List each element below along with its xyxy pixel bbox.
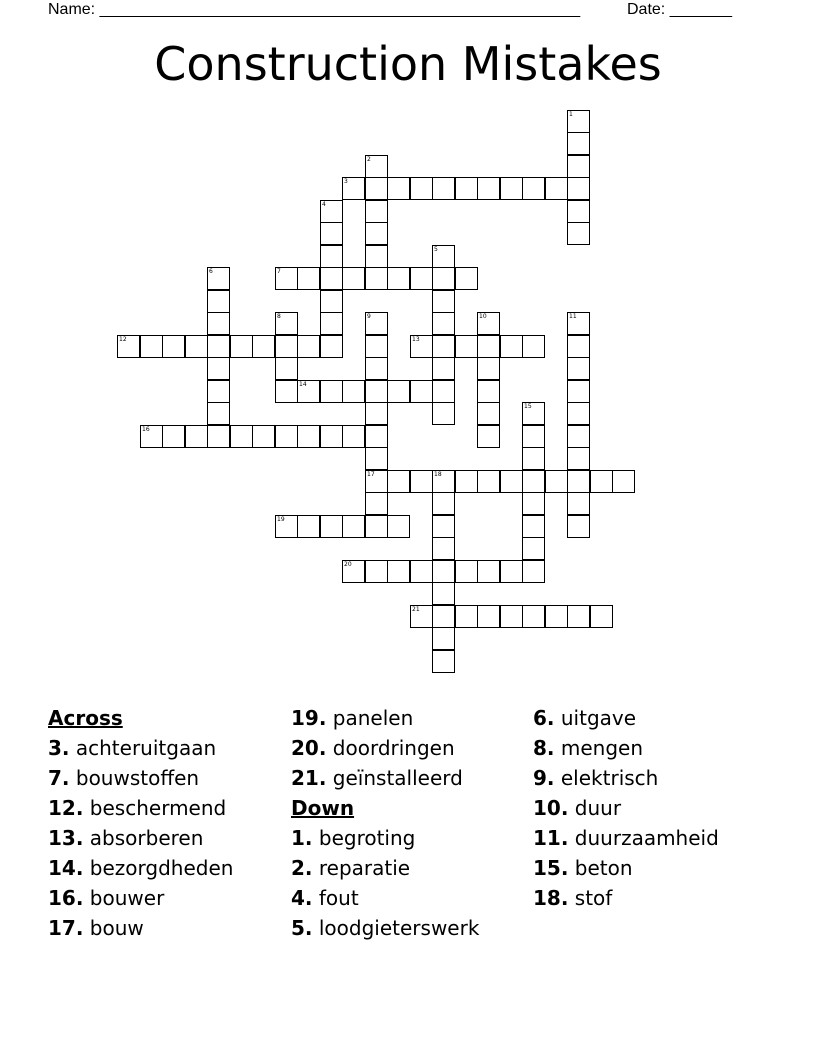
clue-down-4 xyxy=(291,883,479,913)
grid-cell[interactable] xyxy=(365,425,388,448)
clue-number: 20. xyxy=(291,736,327,760)
clue-text: bouwstoffen xyxy=(75,766,200,790)
grid-cell[interactable] xyxy=(477,335,500,358)
grid-cell[interactable] xyxy=(522,470,545,493)
grid-cell[interactable] xyxy=(297,335,320,358)
clue-across-17 xyxy=(48,913,233,943)
clue-across-20 xyxy=(291,733,479,763)
clue-across-16 xyxy=(48,883,233,913)
grid-cell[interactable] xyxy=(162,335,185,358)
clue-down-5 xyxy=(291,913,479,943)
grid-cell[interactable] xyxy=(387,470,410,493)
cell-number: 16 xyxy=(142,426,150,433)
across-heading: Across xyxy=(48,706,123,730)
grid-cell[interactable] xyxy=(567,380,590,403)
grid-cell[interactable] xyxy=(432,267,455,290)
grid-cell[interactable] xyxy=(432,357,455,380)
grid-cell[interactable] xyxy=(365,200,388,223)
grid-cell[interactable] xyxy=(567,110,590,133)
grid-cell[interactable] xyxy=(567,402,590,425)
grid-cell[interactable] xyxy=(567,470,590,493)
grid-cell[interactable] xyxy=(275,380,298,403)
grid-cell[interactable] xyxy=(567,177,590,200)
cell-number: 9 xyxy=(367,313,371,320)
clue-text: bouwer xyxy=(89,886,165,910)
clue-text: achteruitgaan xyxy=(75,736,217,760)
grid-cell[interactable] xyxy=(185,335,208,358)
clue-number: 9. xyxy=(533,766,555,790)
grid-cell[interactable] xyxy=(207,402,230,425)
grid-cell[interactable] xyxy=(455,470,478,493)
clue-number: 3. xyxy=(48,736,70,760)
grid-cell[interactable] xyxy=(297,267,320,290)
grid-cell[interactable] xyxy=(230,425,253,448)
grid-cell[interactable] xyxy=(477,560,500,583)
cell-number: 10 xyxy=(479,313,487,320)
grid-cell[interactable] xyxy=(455,605,478,628)
grid-cell[interactable] xyxy=(477,357,500,380)
grid-cell[interactable] xyxy=(432,177,455,200)
clue-down-2 xyxy=(291,853,479,883)
grid-cell[interactable] xyxy=(432,515,455,538)
grid-cell[interactable] xyxy=(567,492,590,515)
clue-across-21 xyxy=(291,763,479,793)
grid-cell[interactable] xyxy=(207,380,230,403)
grid-cell[interactable] xyxy=(297,515,320,538)
clue-number: 2. xyxy=(291,856,313,880)
clue-number: 14. xyxy=(48,856,84,880)
cell-number: 6 xyxy=(209,268,213,275)
grid-cell[interactable] xyxy=(410,470,433,493)
grid-cell[interactable] xyxy=(365,312,388,335)
date-field-line: Date: _______ xyxy=(627,1,732,18)
cell-number: 11 xyxy=(569,313,577,320)
grid-cell[interactable] xyxy=(342,560,365,583)
grid-cell[interactable] xyxy=(207,335,230,358)
grid-cell[interactable] xyxy=(522,515,545,538)
clue-down-10 xyxy=(533,793,719,823)
cell-number: 1 xyxy=(569,111,573,118)
cell-number: 18 xyxy=(434,471,442,478)
clue-text: beschermend xyxy=(89,796,227,820)
grid-cell[interactable] xyxy=(545,605,568,628)
grid-cell[interactable] xyxy=(342,267,365,290)
grid-cell[interactable] xyxy=(567,155,590,178)
clue-number: 17. xyxy=(48,916,84,940)
cell-number: 4 xyxy=(322,201,326,208)
clue-down-11 xyxy=(533,823,719,853)
grid-cell[interactable] xyxy=(410,267,433,290)
clue-text: panelen xyxy=(332,706,414,730)
grid-cell[interactable] xyxy=(567,335,590,358)
grid-cell[interactable] xyxy=(432,560,455,583)
clue-down-1 xyxy=(291,823,479,853)
grid-cell[interactable] xyxy=(477,425,500,448)
down-heading: Down xyxy=(291,796,355,820)
grid-cell[interactable] xyxy=(432,402,455,425)
grid-cell[interactable] xyxy=(207,312,230,335)
grid-cell[interactable] xyxy=(545,177,568,200)
name-field-line: Name: ______________________________________________________ xyxy=(48,1,581,18)
grid-cell[interactable] xyxy=(387,380,410,403)
grid-cell[interactable] xyxy=(275,335,298,358)
clue-column-2 xyxy=(291,703,479,943)
grid-cell[interactable] xyxy=(477,380,500,403)
clue-across-3 xyxy=(48,733,233,763)
grid-cell[interactable] xyxy=(410,335,433,358)
cell-number: 13 xyxy=(412,336,420,343)
grid-cell[interactable] xyxy=(567,447,590,470)
grid-cell[interactable] xyxy=(567,425,590,448)
clue-number: 19. xyxy=(291,706,327,730)
grid-cell[interactable] xyxy=(387,515,410,538)
grid-cell[interactable] xyxy=(590,470,613,493)
grid-cell[interactable] xyxy=(185,425,208,448)
clue-text: duur xyxy=(574,796,622,820)
cell-number: 12 xyxy=(119,336,127,343)
grid-cell[interactable] xyxy=(432,312,455,335)
grid-cell[interactable] xyxy=(275,267,298,290)
clue-number: 13. xyxy=(48,826,84,850)
grid-cell[interactable] xyxy=(432,582,455,605)
grid-cell[interactable] xyxy=(410,380,433,403)
grid-cell[interactable] xyxy=(432,627,455,650)
grid-cell[interactable] xyxy=(432,380,455,403)
clue-text: beton xyxy=(574,856,633,880)
grid-cell[interactable] xyxy=(365,245,388,268)
grid-cell[interactable] xyxy=(207,357,230,380)
page-title: Construction Mistakes xyxy=(154,37,662,91)
cell-number: 15 xyxy=(524,403,532,410)
clue-down-9 xyxy=(533,763,719,793)
grid-cell[interactable] xyxy=(522,447,545,470)
clue-across-7 xyxy=(48,763,233,793)
clue-text: reparatie xyxy=(318,856,411,880)
clue-number: 4. xyxy=(291,886,313,910)
grid-cell[interactable] xyxy=(230,335,253,358)
cell-number: 5 xyxy=(434,246,438,253)
grid-cell[interactable] xyxy=(545,470,568,493)
clue-text: elektrisch xyxy=(560,766,659,790)
clue-number: 10. xyxy=(533,796,569,820)
grid-cell[interactable] xyxy=(297,380,320,403)
clue-number: 21. xyxy=(291,766,327,790)
clue-down-15 xyxy=(533,853,719,883)
clue-text: stof xyxy=(574,886,613,910)
cell-number: 8 xyxy=(277,313,281,320)
grid-cell[interactable] xyxy=(477,605,500,628)
cell-number: 21 xyxy=(412,606,420,613)
clue-number: 1. xyxy=(291,826,313,850)
grid-cell[interactable] xyxy=(275,515,298,538)
grid-cell[interactable] xyxy=(342,380,365,403)
clue-text: doordringen xyxy=(332,736,455,760)
grid-cell[interactable] xyxy=(320,245,343,268)
grid-cell[interactable] xyxy=(432,470,455,493)
cell-number: 19 xyxy=(277,516,285,523)
clue-text: absorberen xyxy=(89,826,204,850)
grid-cell[interactable] xyxy=(342,177,365,200)
grid-cell[interactable] xyxy=(275,312,298,335)
grid-cell[interactable] xyxy=(365,447,388,470)
grid-cell[interactable] xyxy=(410,560,433,583)
grid-cell[interactable] xyxy=(365,402,388,425)
grid-cell[interactable] xyxy=(207,425,230,448)
grid-cell[interactable] xyxy=(320,515,343,538)
grid-cell[interactable] xyxy=(522,402,545,425)
grid-cell[interactable] xyxy=(590,605,613,628)
grid-cell[interactable] xyxy=(320,222,343,245)
grid-cell[interactable] xyxy=(432,245,455,268)
grid-cell[interactable] xyxy=(567,222,590,245)
clue-down-6 xyxy=(533,703,719,733)
cell-number: 17 xyxy=(367,471,375,478)
grid-cell[interactable] xyxy=(477,402,500,425)
grid-cell[interactable] xyxy=(365,492,388,515)
grid-cell[interactable] xyxy=(252,425,275,448)
clue-down-8 xyxy=(533,733,719,763)
grid-cell[interactable] xyxy=(342,425,365,448)
clue-number: 11. xyxy=(533,826,569,850)
cell-number: 7 xyxy=(277,268,281,275)
grid-cell[interactable] xyxy=(432,290,455,313)
grid-cell[interactable] xyxy=(162,425,185,448)
grid-cell[interactable] xyxy=(522,335,545,358)
grid-cell[interactable] xyxy=(432,492,455,515)
grid-cell[interactable] xyxy=(432,605,455,628)
grid-cell[interactable] xyxy=(567,605,590,628)
grid-cell[interactable] xyxy=(252,335,275,358)
grid-cell[interactable] xyxy=(455,267,478,290)
grid-cell[interactable] xyxy=(567,132,590,155)
grid-cell[interactable] xyxy=(500,177,523,200)
grid-cell[interactable] xyxy=(365,560,388,583)
grid-cell[interactable] xyxy=(365,380,388,403)
grid-cell[interactable] xyxy=(567,357,590,380)
grid-cell[interactable] xyxy=(365,222,388,245)
grid-cell[interactable] xyxy=(365,357,388,380)
grid-cell[interactable] xyxy=(365,155,388,178)
clue-number: 7. xyxy=(48,766,70,790)
grid-cell[interactable] xyxy=(117,335,140,358)
grid-cell[interactable] xyxy=(522,560,545,583)
grid-cell[interactable] xyxy=(320,200,343,223)
grid-cell[interactable] xyxy=(522,537,545,560)
clue-across-19 xyxy=(291,703,479,733)
grid-cell[interactable] xyxy=(140,425,163,448)
grid-cell[interactable] xyxy=(455,335,478,358)
clue-text: loodgieterswerk xyxy=(318,916,480,940)
grid-cell[interactable] xyxy=(320,380,343,403)
clue-number: 16. xyxy=(48,886,84,910)
grid-cell[interactable] xyxy=(275,357,298,380)
grid-cell[interactable] xyxy=(320,425,343,448)
clue-text: geïnstalleerd xyxy=(332,766,463,790)
clue-number: 8. xyxy=(533,736,555,760)
clue-number: 5. xyxy=(291,916,313,940)
grid-cell[interactable] xyxy=(432,537,455,560)
clue-number: 18. xyxy=(533,886,569,910)
clue-text: bouw xyxy=(89,916,144,940)
clue-text: fout xyxy=(318,886,359,910)
grid-cell[interactable] xyxy=(320,335,343,358)
clue-number: 6. xyxy=(533,706,555,730)
grid-cell[interactable] xyxy=(522,177,545,200)
grid-cell[interactable] xyxy=(500,335,523,358)
clue-column-1 xyxy=(48,703,233,943)
cell-number: 2 xyxy=(367,156,371,163)
grid-cell[interactable] xyxy=(140,335,163,358)
grid-cell[interactable] xyxy=(410,605,433,628)
grid-cell[interactable] xyxy=(522,492,545,515)
grid-cell[interactable] xyxy=(500,560,523,583)
grid-cell[interactable] xyxy=(567,312,590,335)
clue-text: bezorgdheden xyxy=(89,856,234,880)
grid-cell[interactable] xyxy=(365,267,388,290)
grid-cell[interactable] xyxy=(320,290,343,313)
grid-cell[interactable] xyxy=(567,515,590,538)
grid-cell[interactable] xyxy=(297,425,320,448)
clue-across-13 xyxy=(48,823,233,853)
grid-cell[interactable] xyxy=(612,470,635,493)
clue-number: 12. xyxy=(48,796,84,820)
grid-cell[interactable] xyxy=(365,515,388,538)
clue-down-18 xyxy=(533,883,719,913)
cell-number: 20 xyxy=(344,561,352,568)
grid-cell[interactable] xyxy=(387,177,410,200)
cell-number: 3 xyxy=(344,178,348,185)
grid-cell[interactable] xyxy=(365,177,388,200)
grid-cell[interactable] xyxy=(410,177,433,200)
grid-cell[interactable] xyxy=(365,470,388,493)
grid-cell[interactable] xyxy=(365,335,388,358)
grid-cell[interactable] xyxy=(522,605,545,628)
grid-cell[interactable] xyxy=(522,425,545,448)
clue-text: mengen xyxy=(560,736,644,760)
grid-cell[interactable] xyxy=(500,470,523,493)
clue-across-12 xyxy=(48,793,233,823)
clue-text: duurzaamheid xyxy=(574,826,719,850)
grid-cell[interactable] xyxy=(432,335,455,358)
grid-cell[interactable] xyxy=(432,650,455,673)
grid-cell[interactable] xyxy=(207,267,230,290)
grid-cell[interactable] xyxy=(320,312,343,335)
grid-cell[interactable] xyxy=(342,515,365,538)
grid-cell[interactable] xyxy=(207,290,230,313)
clue-across-14 xyxy=(48,853,233,883)
grid-cell[interactable] xyxy=(477,312,500,335)
grid-cell[interactable] xyxy=(455,560,478,583)
clue-number: 15. xyxy=(533,856,569,880)
grid-cell[interactable] xyxy=(387,267,410,290)
grid-cell[interactable] xyxy=(387,560,410,583)
grid-cell[interactable] xyxy=(455,177,478,200)
grid-cell[interactable] xyxy=(567,200,590,223)
grid-cell[interactable] xyxy=(320,267,343,290)
grid-cell[interactable] xyxy=(275,425,298,448)
cell-number: 14 xyxy=(299,381,307,388)
grid-cell[interactable] xyxy=(500,605,523,628)
clue-column-3 xyxy=(533,703,719,913)
grid-cell[interactable] xyxy=(477,177,500,200)
clue-text: uitgave xyxy=(560,706,637,730)
grid-cell[interactable] xyxy=(477,470,500,493)
clue-text: begroting xyxy=(318,826,416,850)
